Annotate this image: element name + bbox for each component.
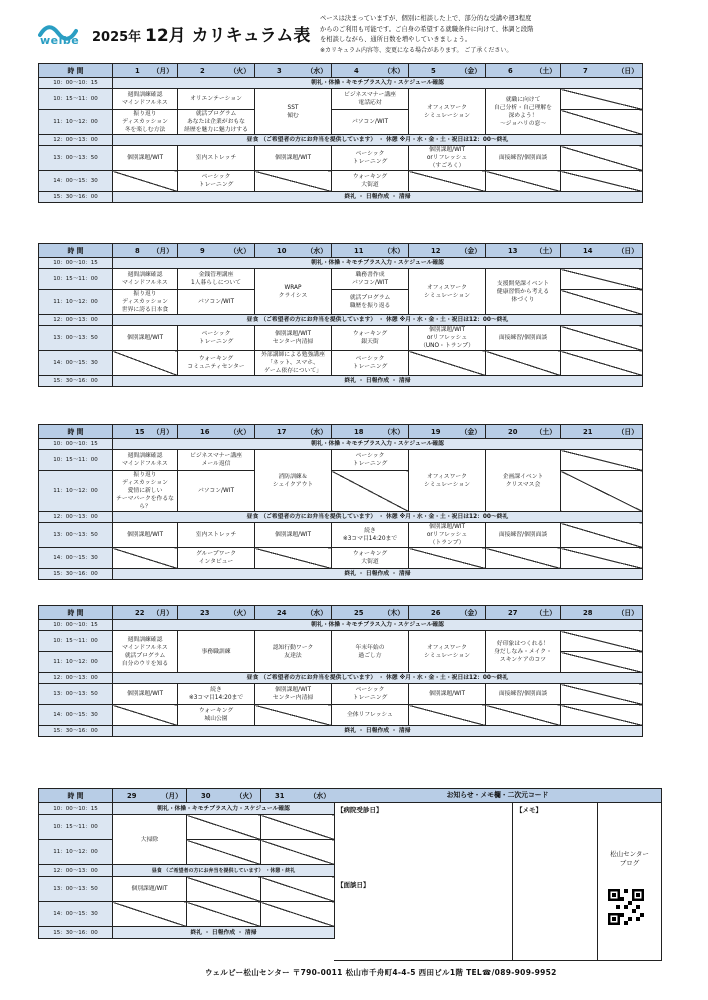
class-cell: 個別課題/WIT — [409, 684, 486, 705]
class-cell: 室内ストレッチ — [178, 146, 255, 171]
table-row — [39, 815, 335, 840]
class-cell — [113, 705, 178, 726]
day-header: 26 （金） — [409, 606, 486, 620]
table-row — [39, 927, 335, 939]
class-cell — [409, 351, 486, 376]
table-row — [39, 840, 335, 865]
class-cell: 個別課題/WIT orリフレッシュ （トランプ） — [409, 523, 486, 548]
class-cell — [113, 351, 178, 376]
closing-cell: 終礼 ・ 日報作成 ・ 清掃 — [113, 569, 643, 580]
class-cell: 金銭管理講座 1人暮らしについて — [178, 269, 255, 290]
class-cell — [113, 548, 178, 569]
class-cell — [561, 705, 643, 726]
table-row — [39, 512, 643, 523]
class-cell: 個別課題/WIT — [255, 146, 332, 171]
class-cell — [561, 450, 643, 471]
class-cell: ベーシック トレーニング — [332, 351, 409, 376]
lunch-cell: 昼食 （ご希望者の方にお弁当を提供しています） ・ 休憩 ※月・水・金・土・祝日は12：00～終礼 — [113, 673, 643, 684]
class-cell: 全体リフレッシュ — [332, 705, 409, 726]
day-header: 19 （金） — [409, 425, 486, 439]
table-row — [39, 631, 643, 652]
memo-column — [513, 803, 598, 961]
class-cell — [187, 877, 261, 902]
class-cell — [486, 548, 561, 569]
table-row — [39, 315, 643, 326]
hospital-label: 【病院受診日】 — [337, 806, 383, 814]
class-cell: 振り返り ディスカッション 世界に誇る日本食 — [113, 290, 178, 315]
class-cell: 個別課題/WIT — [255, 523, 332, 548]
class-cell — [261, 815, 335, 840]
time-header: 時 間 — [39, 425, 113, 439]
table-row — [39, 269, 643, 290]
day-header: 3 （水） — [255, 64, 332, 78]
day-header: 15 （月） — [113, 425, 178, 439]
time-cell: 12：00～13：00 — [39, 512, 113, 523]
class-cell: 続き ※3コマ目14:20まで — [178, 684, 255, 705]
time-cell: 14：00～15：30 — [39, 902, 113, 927]
lunch-cell: 昼食 （ご希望者の方にお弁当を提供しています） ・ 休憩 ※月・水・金・土・祝日は12：00～終礼 — [113, 135, 643, 146]
class-cell — [486, 351, 561, 376]
closing-cell: 終礼 ・ 日報作成 ・ 清掃 — [113, 376, 643, 387]
class-cell: オフィスワーク シミュレーション — [409, 269, 486, 315]
info-header: お知らせ・メモ欄・二次元コード — [334, 789, 661, 803]
page-header — [0, 0, 708, 58]
class-cell: ウォーキング コミュニティセンター — [178, 351, 255, 376]
class-cell: 就活プログラム 職歴を振り返る — [332, 290, 409, 315]
class-cell: 個別課題/WIT — [113, 523, 178, 548]
table-row — [39, 135, 643, 146]
class-cell: ベーシック トレーニング — [332, 684, 409, 705]
time-cell: 11：10～12：00 — [39, 652, 113, 673]
class-cell: 面接練習/個別面談 — [486, 684, 561, 705]
class-cell: 室内ストレッチ — [178, 523, 255, 548]
week-header-row — [39, 244, 643, 258]
class-cell: 企画課イベント クリスマス会 — [486, 450, 561, 512]
week-header-row — [39, 606, 643, 620]
day-header: 24 （水） — [255, 606, 332, 620]
week-header-row — [39, 789, 335, 803]
time-cell: 10：00～10：15 — [39, 258, 113, 269]
table-row — [39, 258, 643, 269]
time-header: 時 間 — [39, 64, 113, 78]
day-header: 10 （水） — [255, 244, 332, 258]
class-cell: ベーシック トレーニング — [178, 171, 255, 192]
memo-label: 【メモ】 — [516, 806, 542, 814]
day-header: 4 （木） — [332, 64, 409, 78]
class-cell: オフィスワーク シミュレーション — [409, 450, 486, 512]
class-cell: ベーシック トレーニング — [178, 326, 255, 351]
class-cell: ウォーキング 大街道 — [332, 171, 409, 192]
time-cell: 12：00～13：00 — [39, 135, 113, 146]
class-cell — [561, 171, 643, 192]
week-header-row — [39, 425, 643, 439]
class-cell: 事務職訓練 — [178, 631, 255, 673]
day-header: 1 （月） — [113, 64, 178, 78]
class-cell — [255, 171, 332, 192]
header-note — [320, 14, 700, 56]
class-cell — [409, 705, 486, 726]
table-row — [39, 326, 643, 351]
class-cell: 年末年始の 過ごし方 — [332, 631, 409, 673]
week-table-3 — [38, 424, 643, 580]
note-line: を相談しながら、通所日数を増やしていきましょう。 — [320, 36, 472, 43]
table-row — [39, 705, 643, 726]
time-cell: 15：30～16：00 — [39, 376, 113, 387]
class-cell — [561, 89, 643, 110]
interview-label: 【面談日】 — [337, 881, 370, 889]
class-cell — [113, 902, 187, 927]
time-cell: 13：00～13：50 — [39, 146, 113, 171]
class-cell: ビジネスマナー講座 電話応対 — [332, 89, 409, 110]
table-row — [39, 192, 643, 203]
class-cell — [486, 705, 561, 726]
class-cell: ベーシック トレーニング — [332, 450, 409, 471]
morning-meeting-cell: 朝礼・体操・キモチプラス入力・スケジュール確認 — [113, 439, 643, 450]
class-cell: オフィスワーク シミュレーション — [409, 89, 486, 135]
class-cell — [113, 171, 178, 192]
table-row — [39, 146, 643, 171]
day-header: 6 （土） — [486, 64, 561, 78]
day-header: 11 （木） — [332, 244, 409, 258]
time-cell: 15：30～16：00 — [39, 927, 113, 939]
class-cell — [561, 523, 643, 548]
class-cell: 続き ※3コマ目14:20まで — [332, 523, 409, 548]
day-header: 9 （火） — [178, 244, 255, 258]
time-cell: 15：30～16：00 — [39, 569, 113, 580]
class-cell: 就職に向けて 自己分析・自己理解を 深めよう！ ～ジョハリの窓～ — [486, 89, 561, 135]
class-cell: 個別課題/WIT — [113, 326, 178, 351]
time-header: 時 間 — [39, 789, 113, 803]
table-row — [39, 450, 643, 471]
day-header: 22 （月） — [113, 606, 178, 620]
time-cell: 10：00～10：15 — [39, 803, 113, 815]
class-cell: WRAP クライシス — [255, 269, 332, 315]
class-cell — [261, 902, 335, 927]
day-header: 20 （土） — [486, 425, 561, 439]
class-cell: 職務書作成 パソコン/WIT — [332, 269, 409, 290]
time-cell: 10：15～11：00 — [39, 89, 113, 110]
day-header: 13 （土） — [486, 244, 561, 258]
class-cell — [187, 840, 261, 865]
time-cell: 10：15～11：00 — [39, 450, 113, 471]
time-cell: 12：00～13：00 — [39, 865, 113, 877]
class-cell — [255, 705, 332, 726]
class-cell: ウォーキング 大街道 — [332, 548, 409, 569]
class-cell: グループワーク インタビュー — [178, 548, 255, 569]
class-cell — [561, 471, 643, 512]
class-cell — [561, 146, 643, 171]
class-cell — [561, 326, 643, 351]
class-cell — [561, 548, 643, 569]
table-row — [39, 171, 643, 192]
lunch-cell: 昼食 （ご希望者の方にお弁当を提供しています） ・ 休憩 ※月・水・金・土・祝日は12：00～終礼 — [113, 512, 643, 523]
blog-column[interactable] — [598, 803, 661, 961]
class-cell: 好印象はつくれる！ 身だしなみ・メイク・ スキンケアのコツ — [486, 631, 561, 673]
info-panel — [334, 788, 662, 961]
day-header: 21 （日） — [561, 425, 643, 439]
class-cell: ウォーキング 銀天街 — [332, 326, 409, 351]
class-cell: 週間訓練確認 マインドフルネス — [113, 269, 178, 290]
note-line: ペースは決まっていますが、個別に相談した上で、部分的な受講や週3程度 — [320, 15, 532, 22]
day-header: 23 （火） — [178, 606, 255, 620]
class-cell: 週間訓練確認 マインドフルネス 就活プログラム 自分のウリを知る — [113, 631, 178, 673]
class-cell — [561, 652, 643, 673]
schedule-notes — [334, 803, 513, 961]
day-header: 5 （金） — [409, 64, 486, 78]
day-header: 31 （水） — [261, 789, 335, 803]
class-cell: ベーシック トレーニング — [332, 146, 409, 171]
day-header: 27 （土） — [486, 606, 561, 620]
time-cell: 10：15～11：00 — [39, 631, 113, 652]
closing-cell: 終礼 ・ 日報作成 ・ 清掃 — [113, 726, 643, 737]
day-header: 29 （月） — [113, 789, 187, 803]
day-header: 14 （日） — [561, 244, 643, 258]
class-cell: 面接練習/個別面談 — [486, 523, 561, 548]
table-row — [39, 673, 643, 684]
blog-label: 松山センター ブログ — [610, 850, 649, 867]
time-cell: 10：00～10：15 — [39, 78, 113, 89]
day-header: 16 （火） — [178, 425, 255, 439]
footer-address: ウェルビー松山センター 〒790-0011 松山市千舟町4-4-5 西田ビル1階 TEL☎/089-909-9952 — [205, 968, 557, 977]
class-cell — [409, 548, 486, 569]
day-header: 28 （日） — [561, 606, 643, 620]
time-cell: 15：30～16：00 — [39, 192, 113, 203]
time-cell: 13：00～13：50 — [39, 877, 113, 902]
class-cell: オリエンテーション — [178, 89, 255, 110]
class-cell: 週間訓練確認 マインドフルネス — [113, 89, 178, 110]
final-week-section — [38, 788, 662, 961]
time-cell: 13：00～13：50 — [39, 684, 113, 705]
time-cell: 13：00～13：50 — [39, 523, 113, 548]
class-cell — [561, 269, 643, 290]
morning-meeting-cell: 朝礼・体操・キモチプラス入力・スケジュール確認 — [113, 78, 643, 89]
class-cell: 面接練習/個別面談 — [486, 146, 561, 171]
time-header: 時 間 — [39, 606, 113, 620]
class-cell: 個別課題/WIT — [113, 146, 178, 171]
time-cell: 14：00～15：30 — [39, 705, 113, 726]
time-cell: 12：00～13：00 — [39, 315, 113, 326]
table-row — [39, 877, 335, 902]
class-cell: 大掃除 — [113, 815, 187, 865]
class-cell — [409, 171, 486, 192]
class-cell — [261, 840, 335, 865]
day-header: 12 （金） — [409, 244, 486, 258]
class-cell: 消防訓練＆ シェイクアウト — [255, 450, 332, 512]
class-cell: ウォーキング 城山公園 — [178, 705, 255, 726]
time-cell: 14：00～15：30 — [39, 171, 113, 192]
class-cell: 個別課題/WIT orリフレッシュ （すごろく） — [409, 146, 486, 171]
table-row — [39, 78, 643, 89]
class-cell: 個別課題/WIT orリフレッシュ （UNO・トランプ） — [409, 326, 486, 351]
page-title: 12月 カリキュラム表 — [145, 26, 311, 46]
morning-meeting-cell: 朝礼・体操・キモチプラス入力・スケジュール確認 — [113, 803, 335, 815]
table-row — [39, 569, 643, 580]
class-cell: 面接練習/個別面談 — [486, 326, 561, 351]
class-cell — [332, 471, 409, 512]
class-cell: パソコン/WIT — [178, 471, 255, 512]
time-cell: 10：15～11：00 — [39, 815, 113, 840]
class-cell: ビジネスマナー講座 メール返信 — [178, 450, 255, 471]
table-row — [39, 89, 643, 110]
class-cell: SST 傾む — [255, 89, 332, 135]
time-cell: 11：10～12：00 — [39, 110, 113, 135]
time-cell: 11：10～12：00 — [39, 471, 113, 512]
time-cell: 14：00～15：30 — [39, 351, 113, 376]
time-cell: 10：00～10：15 — [39, 439, 113, 450]
note-line: からのご利用も可能です。ご自身の希望する就職条件に向けて、体調と段階 — [320, 25, 534, 33]
class-cell: 支援開発課イベント 健康習慣から考える 体づくり — [486, 269, 561, 315]
time-cell: 12：00～13：00 — [39, 673, 113, 684]
class-cell — [561, 290, 643, 315]
table-row — [39, 439, 643, 450]
time-cell: 10：15～11：00 — [39, 269, 113, 290]
class-cell: 週間訓練確認 マインドフルネス — [113, 450, 178, 471]
class-cell: 就活プログラム あなたは企業がおもな 経歴を魅力に魅力けする — [178, 110, 255, 135]
time-cell: 13：00～13：50 — [39, 326, 113, 351]
week-header-row — [39, 64, 643, 78]
table-row — [39, 548, 643, 569]
time-cell: 14：00～15：30 — [39, 548, 113, 569]
week-table-4 — [38, 605, 643, 737]
morning-meeting-cell: 朝礼・体操・キモチプラス入力・スケジュール確認 — [113, 620, 643, 631]
table-row — [39, 865, 335, 877]
logo-text: welbe — [40, 34, 80, 47]
class-cell — [561, 351, 643, 376]
class-cell — [561, 684, 643, 705]
class-cell: パソコン/WIT — [178, 290, 255, 315]
morning-meeting-cell: 朝礼・体操・キモチプラス入力・スケジュール確認 — [113, 258, 643, 269]
note-small: ※カリキュラム内容等、変更になる場合があります。 ご了承ください。 — [320, 46, 513, 54]
day-header: 7 （日） — [561, 64, 643, 78]
table-row — [39, 803, 335, 815]
time-cell: 11：10～12：00 — [39, 290, 113, 315]
class-cell — [561, 631, 643, 652]
day-header: 8 （月） — [113, 244, 178, 258]
class-cell: オフィスワーク シミュレーション — [409, 631, 486, 673]
class-cell: 振り返り ディスカッション 冬を楽しむ方法 — [113, 110, 178, 135]
closing-cell: 終礼 ・ 日報作成 ・ 清掃 — [113, 192, 643, 203]
time-cell: 10：00～10：15 — [39, 620, 113, 631]
week-table-1 — [38, 63, 643, 203]
class-cell: 個別課題/WIT センター内清掃 — [255, 684, 332, 705]
day-header: 17 （水） — [255, 425, 332, 439]
table-row — [39, 902, 335, 927]
class-cell: 振り返り ディスカッション 愛情に新しい テーマパークを作るなら？ — [113, 471, 178, 512]
day-header: 18 （木） — [332, 425, 409, 439]
day-header: 25 （木） — [332, 606, 409, 620]
class-cell: 個別課題/WIT — [113, 684, 178, 705]
day-header: 30 （火） — [187, 789, 261, 803]
class-cell — [261, 877, 335, 902]
lunch-cell: 昼食 （ご希望者の方にお弁当を提供しています） ・ 休憩 ※月・水・金・土・祝日は12：00～終礼 — [113, 315, 643, 326]
class-cell — [561, 110, 643, 135]
class-cell — [187, 902, 261, 927]
table-row — [39, 684, 643, 705]
class-cell: パソコン/WIT — [332, 110, 409, 135]
lunch-cell: 昼食 （ご希望者の方にお弁当を提供しています） ・休憩・終礼 — [113, 865, 335, 877]
class-cell: 認知行動ワーク 友達法 — [255, 631, 332, 673]
time-cell: 11：10～12：00 — [39, 840, 113, 865]
closing-cell: 終礼 ・ 日報作成 ・ 清掃 — [113, 927, 335, 939]
table-row — [39, 523, 643, 548]
time-cell: 15：30～16：00 — [39, 726, 113, 737]
table-row — [39, 726, 643, 737]
calendar-year: 2025年 — [92, 30, 142, 45]
table-row — [39, 351, 643, 376]
day-header: 2 （火） — [178, 64, 255, 78]
week-table-2 — [38, 243, 643, 387]
class-cell: 個別課題/WIT センター内清掃 — [255, 326, 332, 351]
table-row — [39, 376, 643, 387]
qr-code-icon[interactable] — [608, 889, 644, 925]
class-cell — [486, 171, 561, 192]
final-week-table — [38, 788, 335, 939]
time-header: 時 間 — [39, 244, 113, 258]
class-cell — [187, 815, 261, 840]
table-row — [39, 620, 643, 631]
class-cell — [255, 548, 332, 569]
class-cell: 個別課題/WIT — [113, 877, 187, 902]
class-cell: 外部講師による勉強講座 「ネット、スマホ、 ゲーム依存について」 — [255, 351, 332, 376]
